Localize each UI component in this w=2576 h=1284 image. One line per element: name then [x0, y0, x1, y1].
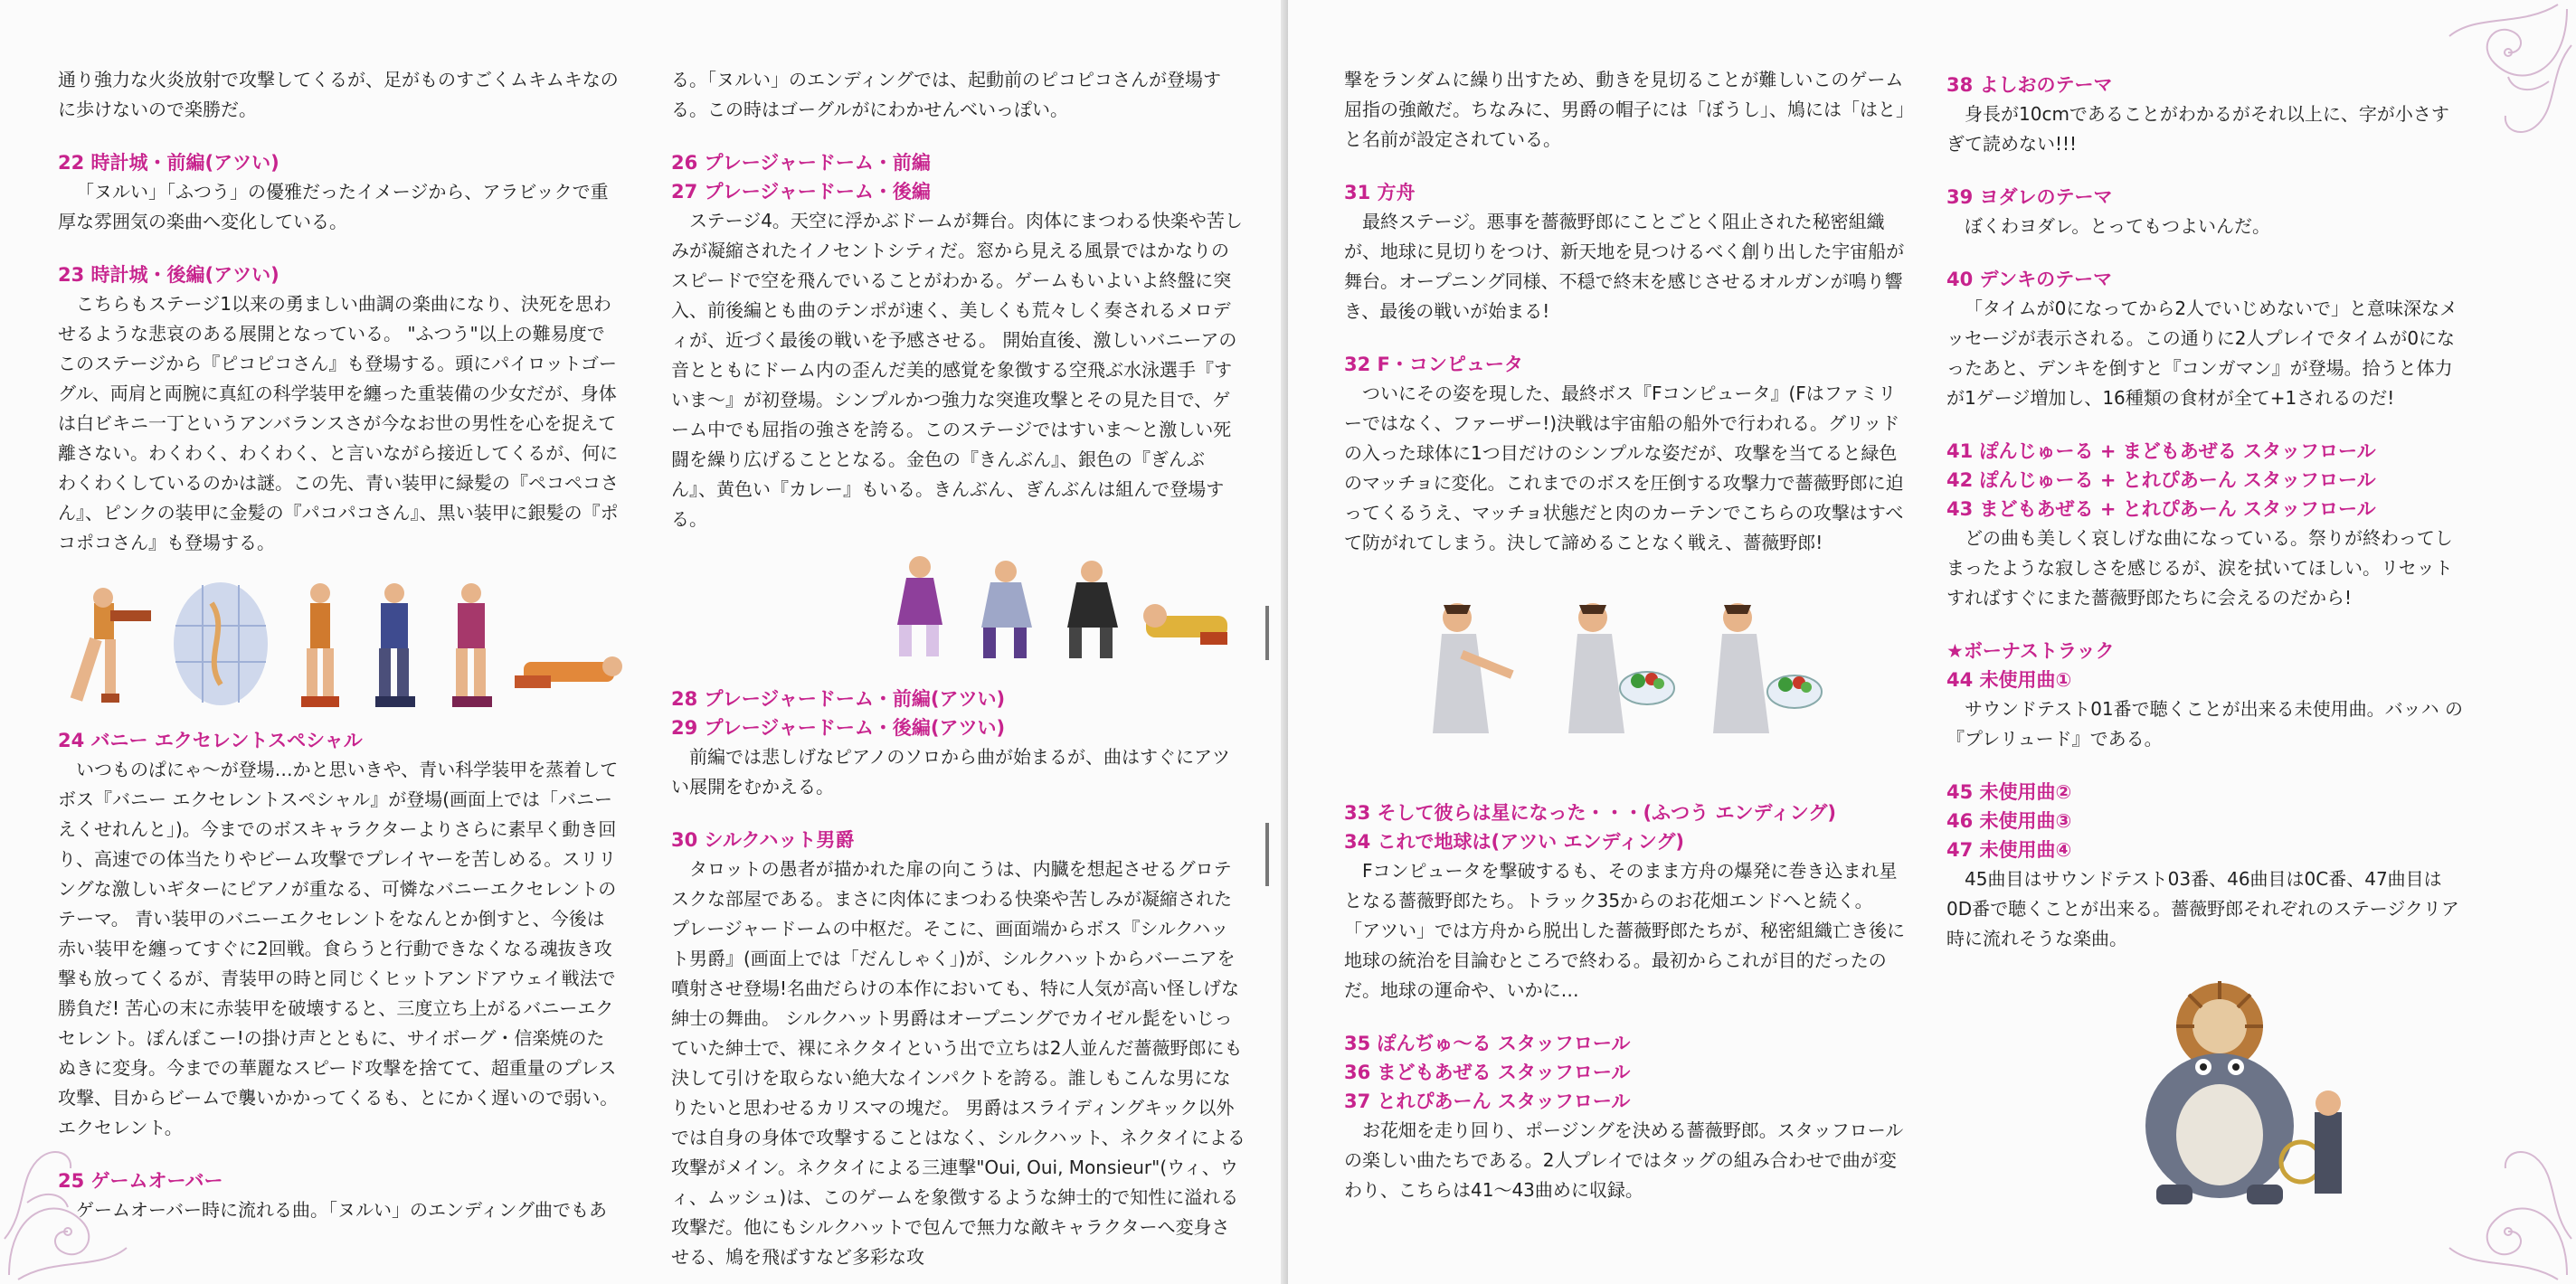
track-31-body: 最終ステージ。悪事を薔薇野郎にことごとく阻止された秘密組織が、地球に見切りをつけ、新天地を見つけるべく創り出した宇宙船が舞台。オープニング同様、不穏で終末を感じさせるオルガンが鳴り響き、最後の戦いが始まる! — [1344, 211, 1905, 322]
sprite-swimmer-purple — [879, 552, 961, 661]
sprite-chef-1 — [1407, 598, 1534, 742]
sprite-row-pikopiko — [58, 576, 620, 712]
sprite-row-salad-chefs — [1407, 598, 1907, 751]
track-22-title: 22 時計城・前編(アツい) — [58, 152, 279, 174]
track-32-title: 32 F・コンピュータ — [1344, 354, 1523, 375]
sprite-swimmer-black — [1051, 557, 1132, 661]
track-38-body: 身長が10cmであることがわかるがそれ以上に、字が小さすぎて読めない!!! — [1946, 103, 2449, 155]
sprite-standing-girl-orange — [289, 581, 352, 712]
track-37-title: 37 とれぴあーん スタッフロール — [1344, 1090, 1631, 1112]
sprite-swimmer-yellow — [1137, 589, 1236, 661]
track-39-body: ぼくわヨダレ。とってもつよいんだ。 — [1965, 215, 2270, 237]
sprite-standing-girl-pink — [438, 581, 506, 712]
track-24-body: いつものぱにゃ〜が登場…かと思いきや、青い科学装甲を蒸着して ボス『バニー エクセレントスペシャル』が登場(画面上では「バニーえくせれんと」)。今までのボスキャラクターよりさらに素早く動き回り、高速での体当たりやビーム攻撃でプレイヤーを苦しめる。スリリングな激しいギターにピアノが重なる、可憐なバニーエクセレントのテーマ。 青い装甲のバニーエクセレントをなんとか倒すと、今後は赤い装甲を纏ってすぐに2回戦。食らうと行動できなくなる魂抜き攻撃も放ってくるが、青装甲の時と同じくヒットアンドアウェイ戦法で勝負だ! 苦心の末に赤装甲を破壊すると、三度立ち上がるバニーエクセレント。ぽんぽこー!の掛け声とともに、サイボーグ・信楽焼のたぬきに変身。今までの華麗なスピード攻撃を捨てて、超重量のプレス攻撃、目からビームで襲いかかってくるも、とにかく遅いので弱い。エクセレント。 — [58, 759, 619, 1138]
track-31-title: 31 方舟 — [1344, 182, 1416, 203]
column-1 — [58, 65, 620, 1225]
track-30-body: タロットの愚者が描かれた扉の向こうは、内臓を想起させるグロテスクな部屋である。まさに肉体にまつわる快楽や苦しみが凝縮されたプレージャードームの中枢だ。そこに、画面端からボス『シルクハット男爵』(画面上では「だんしゃく」)が、シルクハットからバーニアを噴射させ登場!名曲だらけの本作においても、特に人気が高い怪しげな紳士の舞曲。 シルクハット男爵はオープニングでカイゼル髭をいじっていた紳士で、裸にネクタイという出で立ちは2人並んだ薔薇野郎にも決して引けを取らない絶大なインパクトを誇る。誰しもこんな男になりたいと思わせるカリスマの塊だ。 男爵はスライディングキック以外では自身の身体で攻撃することはなく、シルクハット、ネクタイによる攻撃がメイン。ネクタイによる三連撃"Oui, Oui, Monsieur"(ウィ、ウィ、ムッシュ)は、このゲームを象徴するような紳士的で知性に溢れる攻撃だ。他にもシルクハットで包んで無力な敵キャラクターへ変身させる、鳩を飛ばすなど多彩な攻 — [671, 858, 1245, 1268]
column-2 — [671, 65, 1246, 1272]
track-26-title: 26 プレージャードーム・前編 — [671, 152, 931, 174]
bonus-track-heading: ★ボーナストラック — [1946, 640, 2115, 662]
track-39-title: 39 ヨダレのテーマ — [1946, 186, 2113, 208]
sprite-kicking-girl — [58, 585, 157, 712]
column-3 — [1344, 65, 1907, 1205]
column-4 — [1946, 71, 2464, 954]
sprite-chef-2 — [1543, 598, 1679, 742]
track-47-title: 47 未使用曲④ — [1946, 839, 2072, 861]
track-46-title: 46 未使用曲③ — [1946, 810, 2072, 832]
sprite-lying-girl — [515, 639, 623, 703]
col1-intro: 通り強力な火炎放射で攻撃してくるが、足がものすごくムキムキなのに歩けないので楽勝だ。 — [58, 69, 619, 120]
right-page — [1288, 0, 2576, 1284]
track-29-title: 29 プレージャードーム・後編(アツい) — [671, 717, 1006, 739]
col2-intro: る。「ヌルい」のエンディングでは、起動前のピコピコさんが登場する。この時はゴーグルがにわかせんべいっぽい。 — [671, 69, 1221, 120]
sprite-chef-3 — [1688, 598, 1823, 742]
track-33-title: 33 そして彼らは星になった・・・(ふつう エンディング) — [1344, 802, 1836, 824]
track-43-body: どの曲も美しく哀しげな曲になっている。祭りが終わってしまったような寂しさを感じるが、涙を拭いてほしい。リセットすればすぐにまた薔薇野郎たちに会えるのだから! — [1946, 527, 2453, 609]
sprite-standing-girl-blue — [361, 581, 429, 712]
page-edge-mark — [1265, 823, 1269, 886]
track-44-title: 44 未使用曲① — [1946, 669, 2072, 691]
track-40-body: 「タイムが0になってから2人でいじめないで」と意味深なメッセージが表示される。この通りに2人プレイでタイムが0になったあと、デンキを倒すと『コンガマン』が登場。拾うと体力が1ゲージ増加し、16種類の食材が全て+1されるのだ! — [1946, 297, 2458, 409]
track-32-body: ついにその姿を現した、最終ボス『Fコンピュータ』(Fはファミリーではなく、ファーザー!)決戦は宇宙船の船外で行われる。グリッドの入った球体に1つ目だけのシンプルな姿だが、攻撃を当てると緑色のマッチョに変化。これまでのボスを圧倒する攻撃力で薔薇野郎に迫ってくるうえ、マッチョ状態だと肉のカーテンでこちらの攻撃はすべて防がれてしまう。決して諦めることなく戦え、薔薇野郎! — [1344, 382, 1904, 553]
track-41-title: 41 ぽんじゅーる + まどもあぜる スタッフロール — [1946, 440, 2376, 462]
track-27-title: 27 プレージャードーム・後編 — [671, 181, 931, 203]
track-44-body: サウンドテスト01番で聴くことが出来る未使用曲。バッハ の『プレリュード』である。 — [1946, 698, 2464, 750]
track-23-title: 23 時計城・後編(アツい) — [58, 264, 279, 286]
track-29-body: 前編では悲しげなピアノのソロから曲が始まるが、曲はすぐにアツい展開をむかえる。 — [671, 746, 1230, 798]
track-42-title: 42 ぽんじゅーる + とれぴあーん スタッフロール — [1946, 469, 2376, 491]
sprite-tanuki-cyborg — [2120, 977, 2355, 1212]
track-35-title: 35 ぽんぢゅ〜る スタッフロール — [1344, 1033, 1631, 1054]
track-45-title: 45 未使用曲② — [1946, 781, 2072, 803]
page-edge-mark — [1265, 606, 1269, 660]
track-24-title: 24 バニー エクセレントスペシャル — [58, 730, 363, 751]
track-30-title: 30 シルクハット男爵 — [671, 829, 855, 851]
track-38-title: 38 よしおのテーマ — [1946, 74, 2113, 96]
sprite-swimmer-silver — [965, 557, 1046, 661]
col3-intro: 撃をランダムに繰り出すため、動きを見切ることが難しいこのゲーム屈指の強敵だ。ちなみに、男爵の帽子には「ぼうし」、鳩には「はと」と名前が設定されている。 — [1344, 69, 1905, 150]
track-28-title: 28 プレージャードーム・前編(アツい) — [671, 688, 1006, 710]
track-34-title: 34 これで地球は(アツい エンディング) — [1344, 831, 1684, 853]
track-37-body: お花畑を走り回り、ポージングを決める薔薇野郎。スタッフロールの楽しい曲たちである。2人プレイではタッグの組み合わせで曲が変わり、こちらは41〜43曲めに収録。 — [1344, 1119, 1904, 1201]
sprite-row-swimmers — [879, 552, 1246, 670]
corner-ornament-bottom-right — [2440, 1103, 2576, 1284]
sprite-grid-sphere — [166, 576, 275, 712]
track-36-title: 36 まどもあぜる スタッフロール — [1344, 1062, 1631, 1083]
track-27-body: ステージ4。天空に浮かぶドームが舞台。肉体にまつわる快楽や苦しみが凝縮されたイノセントシティだ。窓から見える風景ではかなりのスピードで空を飛んでいることがわかる。ゲームもいよいよ終盤に突入、前後編とも曲のテンポが速く、美しくも荒々しく奏されるメロディが、近づく最後の戦いを予感させる。 開始直後、激しいバニーアの音とともにドーム内の歪んだ美的感覚を象徴する空飛ぶ水泳選手『すいま〜』が初登場。シンプルかつ強力な突進攻撃とその見た目で、ゲーム中でも屈指の強さを誇る。このステージではすいま〜と激しい死闘を繰り広げることとなる。金色の『きんぶん』、銀色の『ぎんぶん』、黄色い『カレー』もいる。きんぶん、ぎんぶんは組んで登場する。 — [671, 210, 1243, 530]
track-23-body: こちらもステージ1以来の勇ましい曲調の楽曲になり、決死を思わせるような悲哀のある展開となっている。 "ふつう"以上の難易度でこのステージから『ピコピコさん』も登場する。頭にパイロットゴーグル、両肩と両腕に真紅の科学装甲を纏った重装備の少女だが、身体は白ビキニ一丁というアンバランスさが今なお世の男性を心を捉えて離さない。わくわく、わくわく、と言いながら接近してくるが、何にわくわくしているのかは謎。この先、青い装甲に緑髪の『ペコペコさん』、ピンクの装甲に金髪の『パコパコさん』、黒い装甲に銀髪の『ポコポコさん』も登場する。 — [58, 293, 619, 553]
track-22-body: 「ヌルい」「ふつう」の優雅だったイメージから、アラビックで重厚な雰囲気の楽曲へ変化している。 — [58, 181, 609, 232]
track-25-body: ゲームオーバー時に流れる曲。「ヌルい」のエンディング曲でもあ — [76, 1199, 607, 1221]
track-47-body: 45曲目はサウンドテスト03番、46曲目は0C番、47曲目は0D番で聴くことが出来る。薔薇野郎それぞれのステージクリア時に流れそうな楽曲。 — [1946, 868, 2459, 949]
track-34-body: Fコンピュータを撃破するも、そのまま方舟の爆発に巻き込まれ星となる薔薇野郎たち。トラック35からのお花畑エンドへと続く。 「アツい」では方舟から脱出した薔薇野郎たちが、秘密組織亡き後に地球の統治を目論むところで終わる。最初からこれが目的だったのだ。地球の運命や、いかに… — [1344, 860, 1905, 1001]
track-25-title: 25 ゲームオーバー — [58, 1170, 223, 1192]
track-40-title: 40 デンキのテーマ — [1946, 269, 2113, 290]
track-43-title: 43 まどもあぜる + とれぴあーん スタッフロール — [1946, 498, 2376, 520]
